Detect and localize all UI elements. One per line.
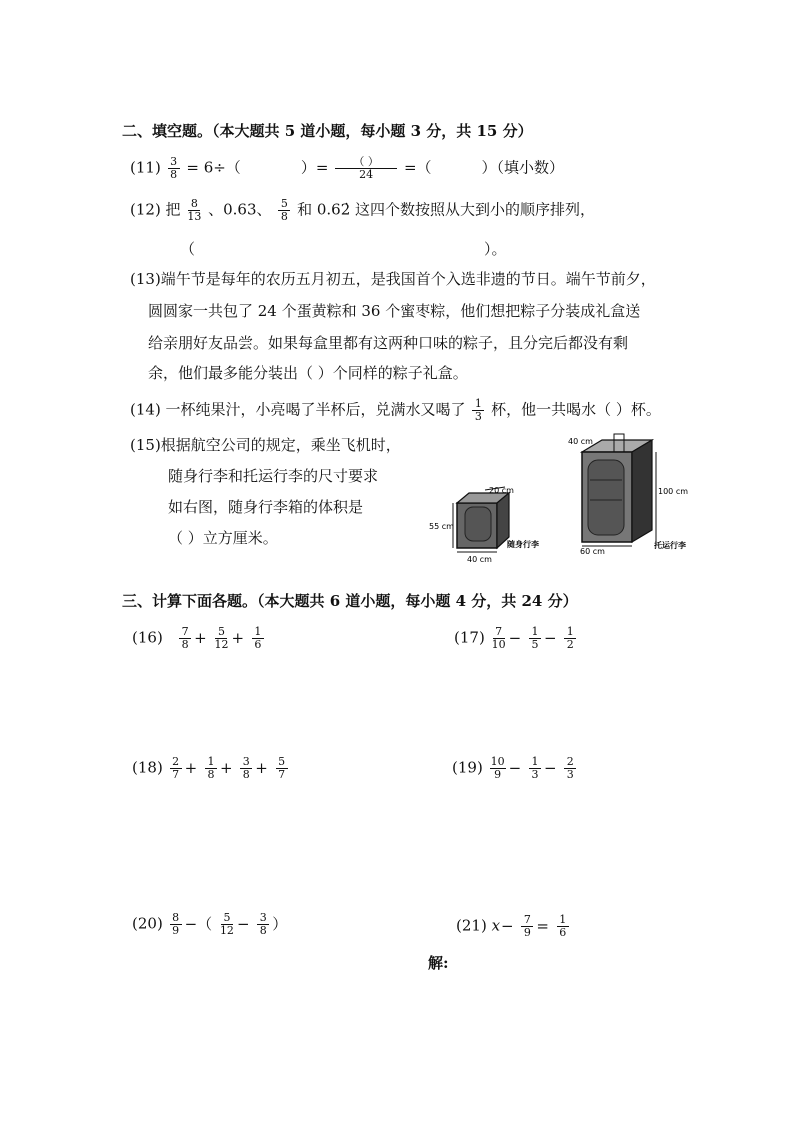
fraction: $\frac{1}{8}$ <box>205 756 217 781</box>
fraction: $\frac{3}{8}$ <box>257 912 269 937</box>
fraction: $\frac{1}{3}$ <box>529 756 541 781</box>
question-17: (17) $\frac{7}{10}$ − $\frac{1}{5}$ − $\frac{1}{2}$ <box>454 626 578 651</box>
question-15-line-2: 随身行李和托运行李的尺寸要求 <box>168 467 379 485</box>
fraction: $\frac{5}{8}$ <box>278 198 290 223</box>
question-20: (20) $\frac{8}{9}$ −（ $\frac{5}{12}$ − $\frac{3}{8}$ ） <box>132 911 288 937</box>
fraction: $\frac{5}{12}$ <box>219 911 234 937</box>
section2-heading: 二、填空题。（本大题共 5 道小题，每小题 3 分，共 15 分） <box>122 122 533 140</box>
fraction: $\frac{1}{6}$ <box>557 914 569 939</box>
fraction: $\frac{3}{8}$ <box>240 756 252 781</box>
large-depth-label: 40 cm <box>568 437 593 446</box>
small-caption: 随身行李 <box>507 540 539 549</box>
question-13-line-1: (13)端午节是每年的农历五月初五，是我国首个入选非遗的节日。端午节前夕， <box>130 270 656 288</box>
large-caption: 托运行李 <box>654 541 686 550</box>
fraction: $\frac{10}{9}$ <box>490 755 505 781</box>
small-height-label: 55 cm <box>429 522 454 531</box>
fraction: $\frac{7}{8}$ <box>179 626 191 651</box>
solve-label: 解: <box>428 954 449 972</box>
fraction: $\frac{7}{9}$ <box>521 914 533 939</box>
question-15-line-3: 如右图，随身行李箱的体积是 <box>168 498 364 516</box>
fraction: $\frac{8}{9}$ <box>170 912 182 937</box>
checked-luggage-figure <box>566 430 696 555</box>
question-number: (11) <box>130 158 161 177</box>
fraction: $\frac{1}{2}$ <box>564 626 576 651</box>
question-21: (21) x− $\frac{7}{9}$ = $\frac{1}{6}$ <box>456 914 571 939</box>
fraction: $\frac{8}{13}$ <box>187 197 202 223</box>
answer-paren-close: ）。 <box>484 240 507 258</box>
question-12: (12) 把 $\frac{8}{13}$ 、0.63、 $\frac{5}{8}$ 和 0.62̇ 这四个数按照从大到小的顺序排列， <box>130 197 596 223</box>
fraction: $\frac{2}{3}$ <box>564 756 576 781</box>
question-13-line-2: 圆圆家一共包了 24 个蛋黄粽和 36 个蜜枣粽，他们想把粽子分装成礼盒送 <box>148 302 641 320</box>
question-14: (14) 一杯纯果汁，小亮喝了半杯后，兑满水又喝了 $\frac{1}{3}$ 杯，他一共喝水（ ）杯。 <box>130 397 661 423</box>
fraction: $\frac{( )}{24}$ <box>335 156 397 181</box>
carry-on-luggage-figure <box>425 485 555 565</box>
large-height-label: 100 cm <box>658 487 689 496</box>
small-width-label: 40 cm <box>467 555 492 564</box>
question-15-line-1: (15)根据航空公司的规定，乘坐飞机时， <box>130 436 401 454</box>
small-depth-label: 20 cm <box>489 486 514 495</box>
fraction: $\frac{5}{7}$ <box>276 756 288 781</box>
fraction: $\frac{2}{7}$ <box>170 756 182 781</box>
question-15-line-4: （ ）立方厘米。 <box>168 529 278 547</box>
fraction: $\frac{3}{8}$ <box>168 156 180 181</box>
fraction: $\frac{1}{3}$ <box>472 398 484 423</box>
fraction: $\frac{1}{5}$ <box>529 626 541 651</box>
fraction: $\frac{1}{6}$ <box>252 626 264 651</box>
question-11: (11) $\frac{3}{8}$ = 6÷（ ）= $\frac{( )}{24}$ =（ ）（填小数） <box>130 155 565 181</box>
answer-paren-open: （ <box>180 240 196 258</box>
question-19: (19) $\frac{10}{9}$ − $\frac{1}{3}$ − $\frac{2}{3}$ <box>452 756 578 781</box>
large-width-label: 60 cm <box>580 547 605 555</box>
section3-heading: 三、计算下面各题。（本大题共 6 道小题，每小题 4 分，共 24 分） <box>122 592 578 610</box>
question-18: (18) $\frac{2}{7}$ + $\frac{1}{8}$ + $\frac{3}{8}$ + $\frac{5}{7}$ <box>132 756 290 781</box>
question-13-line-4: 余，他们最多能分装出（ ）个同样的粽子礼盒。 <box>148 364 468 382</box>
question-16: (16) $\frac{7}{8}$ + $\frac{5}{12}$ + $\frac{1}{6}$ <box>132 626 266 651</box>
fraction: $\frac{7}{10}$ <box>491 625 506 651</box>
question-13-line-3: 给亲朋好友品尝。如果每盒里都有这两种口味的粽子，且分完后都没有剩 <box>148 334 629 352</box>
fraction: $\frac{5}{12}$ <box>214 625 229 651</box>
